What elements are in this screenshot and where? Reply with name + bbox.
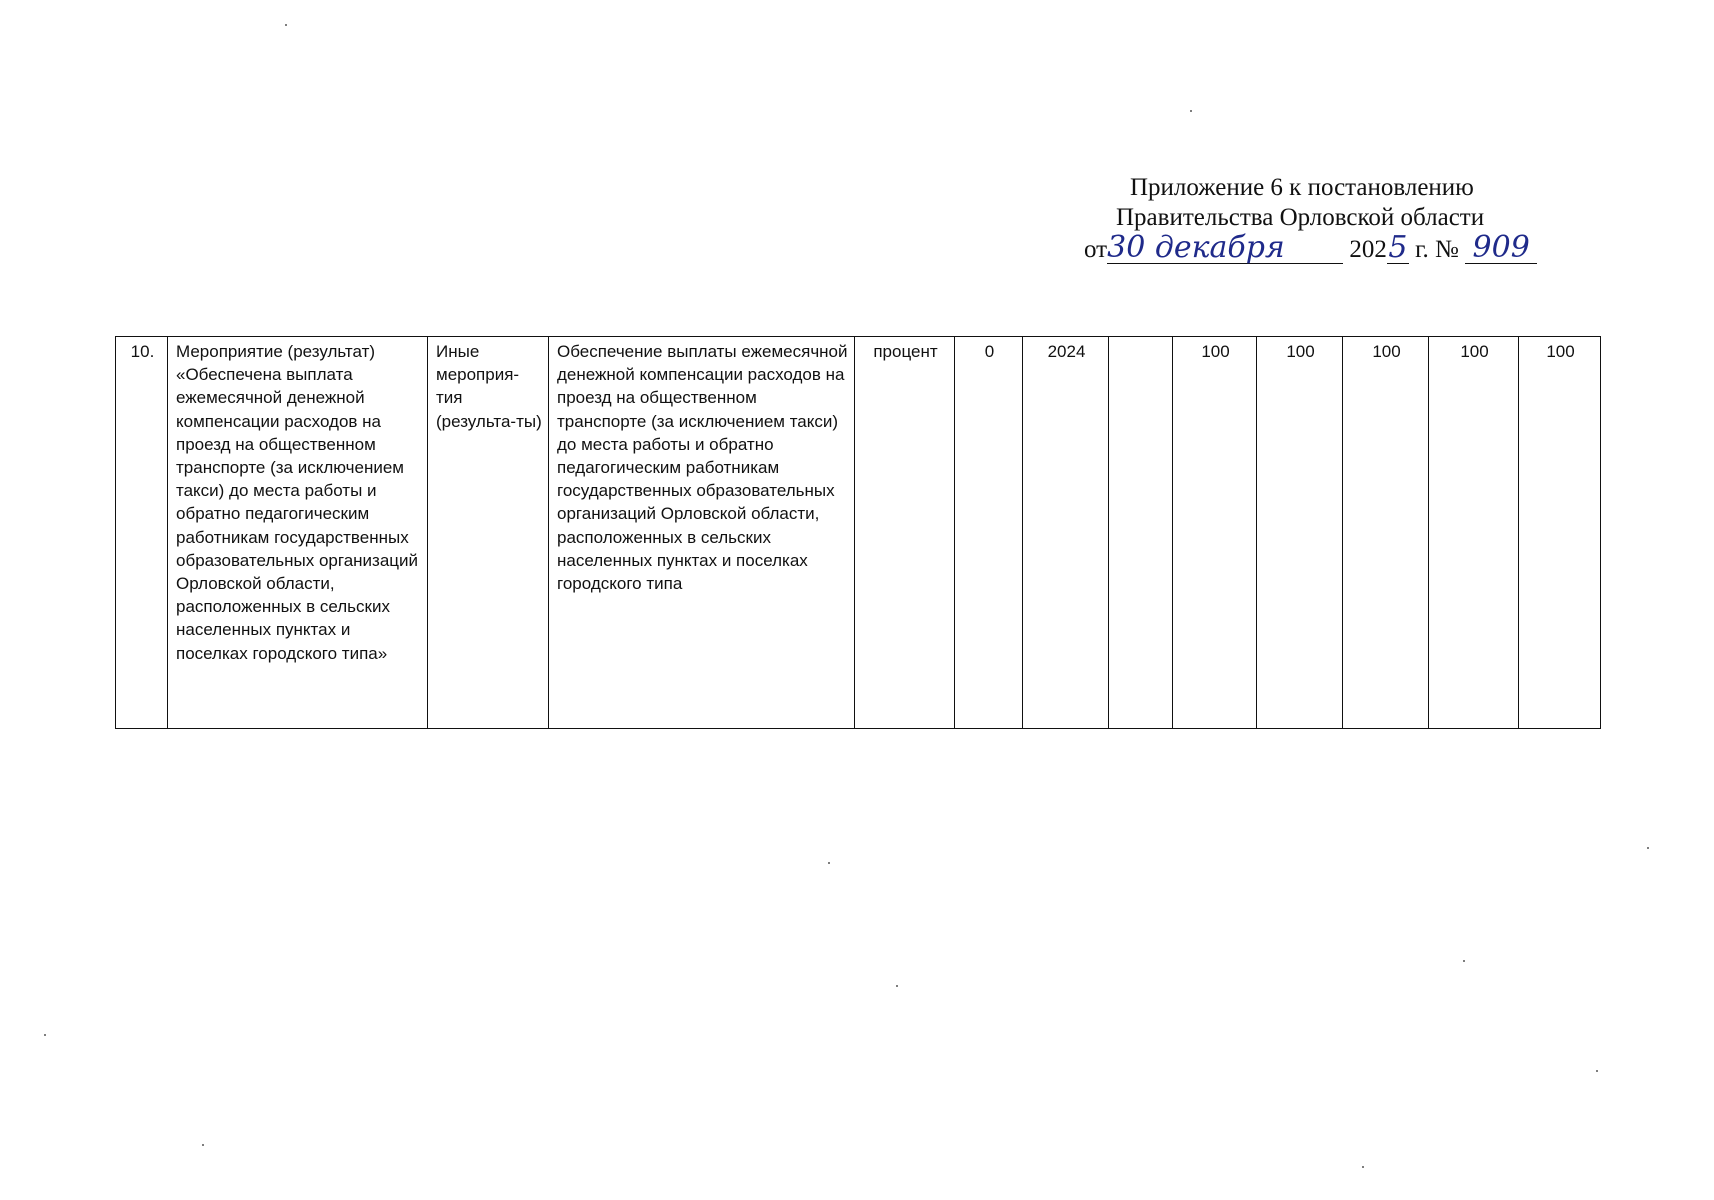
table-row [116,337,1601,729]
scan-speck [44,1034,46,1036]
handwritten-year: 5 [1388,230,1408,265]
scan-speck [202,1144,204,1146]
scan-speck [896,985,898,987]
scan-speck [1596,1070,1598,1072]
cell-row-number: 10. [116,337,168,729]
handwritten-date: 30 декабря [1107,230,1285,265]
cell-description: Обеспечение выплаты ежемесячной денежной компенсации расходов на проезд на общественном транспорте (за исключением такси) до места работы и обратно педагогическим работникам государственных образовательных организаций Орловской области, расположенных в сельских населенных пунктах и поселках городского типа [549,337,855,729]
cell-value-5: 100 [1519,337,1601,729]
cell-empty [1109,337,1173,729]
cell-value-2: 100 [1257,337,1343,729]
header-line-3 [1084,230,1537,266]
cell-base-year: 2024 [1023,337,1109,729]
cell-value-3: 100 [1343,337,1429,729]
scan-speck [1190,110,1192,112]
scan-speck [1463,960,1465,962]
scan-speck [1647,847,1649,849]
date-prefix: от [1084,236,1108,263]
cell-measure-type: Иные мероприя-тия (результа-ты) [428,337,549,729]
scan-speck [285,24,287,26]
year-prefix: 202 [1349,236,1387,263]
cell-measure-name: Мероприятие (результат) «Обеспечена выплата ежемесячной денежной компенсации расходов на проезд на общественном транспорте (за исключением такси) до места работы и обратно педагогическим работникам государственных образовательных организаций Орловской области, расположенных в сельских населенных пунктах и поселках городского типа» [168,337,428,729]
cell-base-value: 0 [955,337,1023,729]
header-line-2: Правительства Орловской области [1116,204,1485,231]
scan-speck [828,862,830,864]
scan-speck [1362,1166,1364,1168]
handwritten-number: 909 [1472,230,1530,265]
year-suffix: г. № [1415,236,1459,263]
measures-table [115,336,1601,729]
cell-value-1: 100 [1173,337,1257,729]
cell-unit: процент [855,337,955,729]
cell-value-4: 100 [1429,337,1519,729]
header-line-1: Приложение 6 к постановлению [1130,174,1474,201]
